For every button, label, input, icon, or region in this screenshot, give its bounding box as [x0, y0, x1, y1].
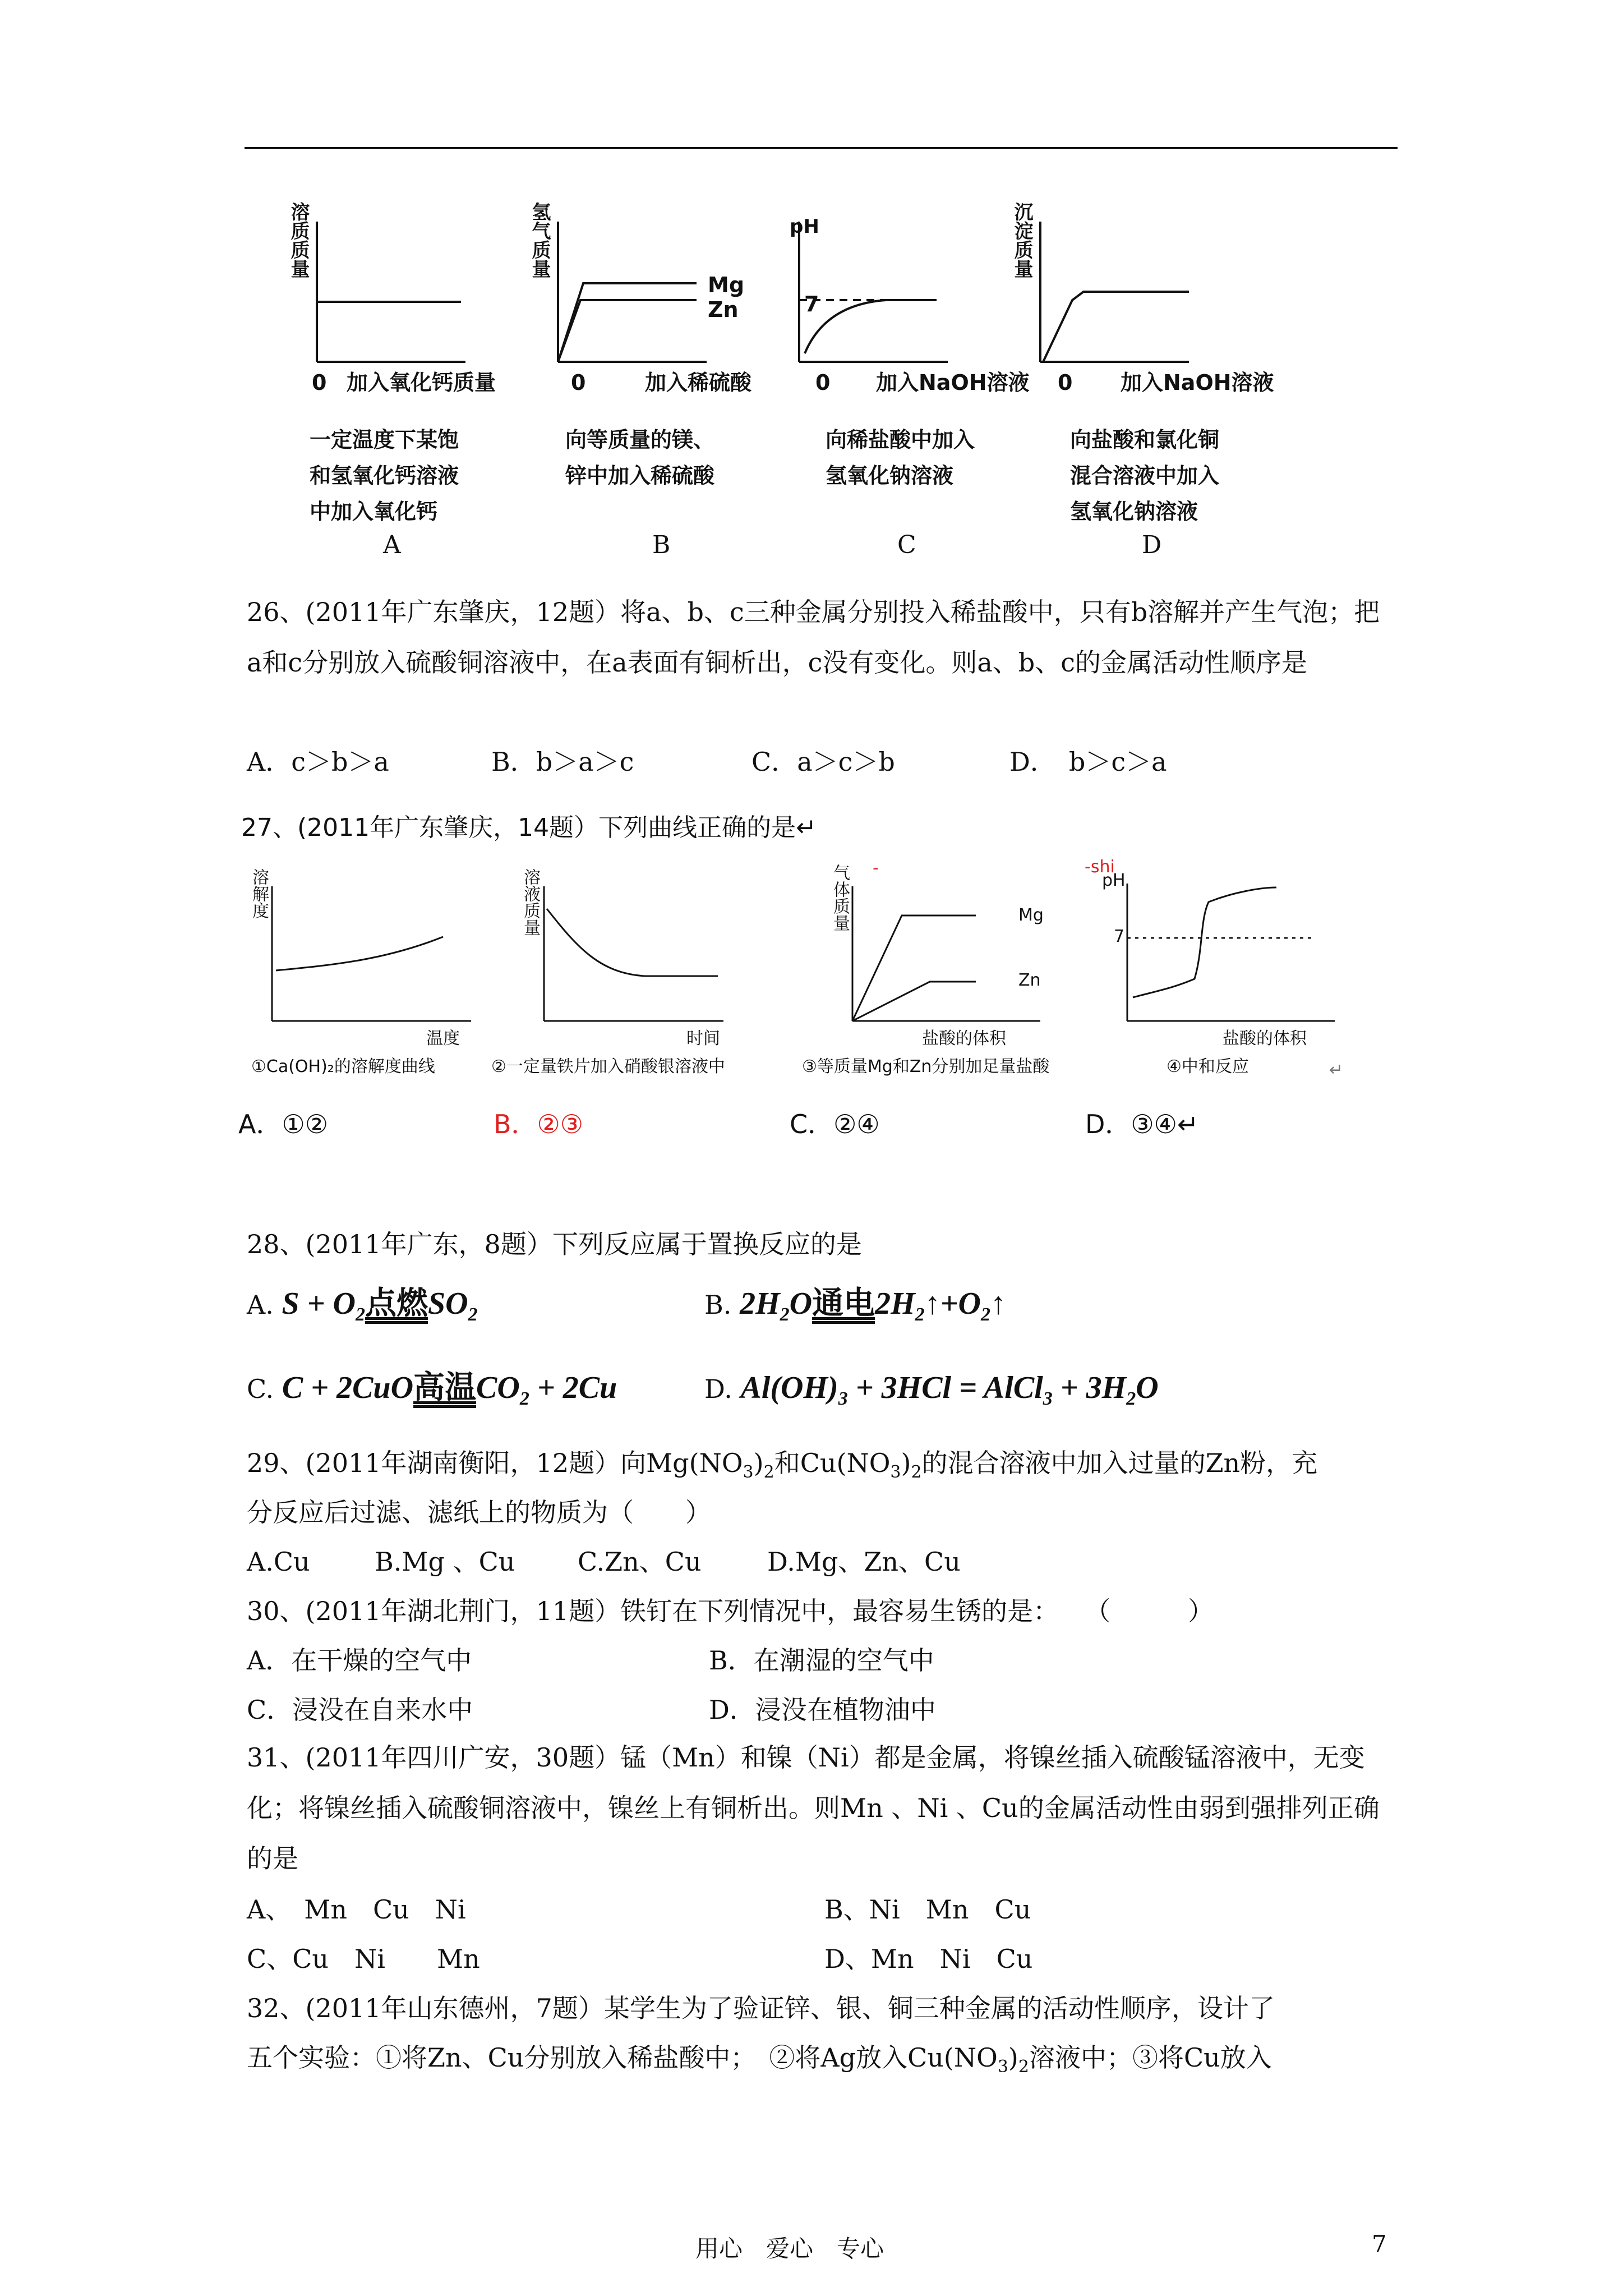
q27-3-caption: ③等质量Mg和Zn分别加足量盐酸 [802, 1057, 1050, 1076]
q27-1-xlabel: 温度 [426, 1029, 460, 1048]
page-number: 7 [1372, 2230, 1387, 2258]
q25-a-caption: 一定温度下某饱 和氢氧化钙溶液 中加入氧化钙 [310, 427, 459, 524]
q25-d-xlabel: 加入NaOH溶液 [1121, 370, 1274, 395]
q27-3-ylabel: 气体质量 [830, 864, 850, 931]
q25-b-mg-label: Mg [708, 273, 745, 297]
q25-a-ylabel: 溶质质量 [287, 202, 310, 278]
q29-stem-line2: 分反应后过滤、滤纸上的物质为（ ） [247, 1497, 711, 1527]
q27-graph-4 [1127, 884, 1335, 1021]
q29-option-d: D.Mg、Zn、Cu [767, 1547, 961, 1577]
q31-option-b: B、Ni Mn Cu [824, 1894, 1031, 1925]
q25-b-xlabel: 加入稀硫酸 [645, 370, 752, 395]
q27-1-caption: ①Ca(OH)₂的溶解度曲线 [251, 1057, 435, 1076]
q28-option-b: B. $2H_2O$通电$2H_2↑+O_2↑$ [704, 1286, 1006, 1326]
q27-4-ref-label: 7 [1114, 927, 1125, 946]
q27-2-xlabel: 时间 [686, 1029, 720, 1048]
q29-option-b: B.Mg 、Cu [375, 1547, 515, 1577]
q25-c-xlabel: 加入NaOH溶液 [876, 370, 1030, 395]
q27-option-b: B．②③ [494, 1109, 584, 1139]
q29-stem-line1: 29、(2011年湖南衡阳，12题）向$Mg(NO_3)_2$和$Cu(NO_3)_2$的混合溶液中加入过量的Zn粉，充 [247, 1448, 1318, 1483]
q27-stem: 27、(2011年广东肇庆，14题）下列曲线正确的是↵ [241, 813, 817, 842]
q25-c-ref-label: 7 [804, 292, 819, 316]
q25-c-caption: 向稀盐酸中加入 氢氧化钠溶液 [826, 427, 975, 488]
q30-stem: 30、(2011年湖北荆门，11题）铁钉在下列情况中，最容易生锈的是： （ ） [247, 1596, 1214, 1626]
q27-3-mg-label: Mg [1018, 905, 1044, 925]
q27-red-mark-1: - [873, 858, 879, 878]
q26-option-c: C．a＞c＞b [751, 747, 895, 777]
q25-c-ylabel: pH [790, 215, 819, 238]
q27-graph-2 [544, 886, 723, 1021]
q25-graph-a [317, 222, 465, 362]
q26-stem: 26、(2011年广东肇庆，12题）将a、b、c三种金属分别投入稀盐酸中，只有b溶解并产生气泡；把a和c分别放入硫酸铜溶液中，在a表面有铜析出，c没有变化。则a、b、c的金属活动性顺序是 [247, 597, 1380, 678]
q25-b-origin: 0 [571, 370, 586, 395]
q25-b-ylabel: 氢气质量 [528, 202, 551, 278]
q27-2-ylabel: 溶液质量 [520, 868, 540, 936]
q28-option-a: A. $S + O_2$点燃$SO_2$ [247, 1286, 478, 1326]
q27-4-caption: ④中和反应 [1166, 1057, 1249, 1076]
q25-d-ylabel: 沉淀质量 [1011, 202, 1033, 278]
q26-option-a: A．c＞b＞a [247, 747, 389, 777]
q26-option-b: B．b＞a＞c [491, 747, 634, 777]
q25-c-origin: 0 [815, 370, 831, 395]
q25-a-xlabel: 加入氧化钙质量 [347, 370, 496, 395]
q31-option-a: A、 Mn Cu Ni [247, 1894, 466, 1925]
q27-1-ylabel: 溶解度 [249, 868, 269, 919]
q25-b-caption: 向等质量的镁、 锌中加入稀硫酸 [565, 427, 715, 488]
q28-stem: 28、(2011年广东，8题）下列反应属于置换反应的是 [247, 1229, 862, 1259]
q27-3-xlabel: 盐酸的体积 [922, 1029, 1006, 1048]
q30-option-b: B．在潮湿的空气中 [709, 1645, 934, 1676]
q27-option-d: D．③④↵ [1085, 1109, 1199, 1139]
header-rule [245, 147, 1398, 149]
q29-option-a: A.Cu [247, 1547, 310, 1577]
q25-graph-c [799, 222, 948, 362]
q25-graph-b [558, 222, 707, 362]
q27-option-c: C．②④ [790, 1109, 880, 1139]
q30-option-a: A．在干燥的空气中 [247, 1645, 472, 1676]
q27-option-a: A．①② [238, 1109, 328, 1139]
q25-a-origin: 0 [312, 370, 327, 395]
q25-graph-d [1040, 222, 1189, 362]
q25-d-letter: D [1142, 531, 1162, 559]
q31-stem: 31、(2011年四川广安，30题）锰（Mn）和镍（Ni）都是金属，将镍丝插入硫酸锰溶液中，无变化；将镍丝插入硫酸铜溶液中，镍丝上有铜析出。则Mn 、Ni 、Cu的金属活动性由弱到强排列正确的是 [247, 1742, 1380, 1874]
q27-4-ylabel: pH [1102, 871, 1126, 890]
q27-4-xlabel: 盐酸的体积 [1223, 1029, 1307, 1048]
q25-b-zn-label: Zn [708, 297, 739, 322]
q27-graph-1 [272, 886, 471, 1021]
q27-graph-3 [852, 886, 1040, 1021]
q25-d-origin: 0 [1058, 370, 1073, 395]
q25-c-letter: C [897, 531, 916, 559]
q27-2-caption: ②一定量铁片加入硝酸银溶液中 [491, 1057, 725, 1076]
q25-d-caption: 向盐酸和氯化铜 混合溶液中加入 氢氧化钠溶液 [1070, 427, 1220, 524]
q26-option-d: D． b＞c＞a [1009, 747, 1167, 777]
q27-red-mark-2: -shi [1085, 857, 1115, 877]
footer-motto: 用心 爱心 专心 [695, 2235, 884, 2262]
q31-option-c: C、Cu Ni Mn [247, 1944, 480, 1974]
q27-3-zn-label: Zn [1018, 970, 1041, 990]
q30-option-c: C．浸没在自来水中 [247, 1695, 473, 1725]
q32-stem-line2: 五个实验：①将Zn、Cu分别放入稀盐酸中； ②将Ag放入$Cu(NO_3)_2$溶液中；③将Cu放入 [247, 2042, 1272, 2077]
q29-option-c: C.Zn、Cu [578, 1547, 702, 1577]
q30-option-d: D．浸没在植物油中 [709, 1695, 936, 1725]
q27-return-mark: ↵ [1329, 1060, 1344, 1080]
q31-option-d: D、Mn Ni Cu [824, 1944, 1033, 1974]
q25-b-letter: B [652, 531, 671, 559]
q25-a-letter: A [383, 531, 401, 559]
q32-stem-line1: 32、(2011年山东德州，7题）某学生为了验证锌、银、铜三种金属的活动性顺序，设计了 [247, 1993, 1275, 2023]
q28-option-d: D. $Al(OH)_3 + 3HCl$ = AlCl$_3$ + $3H_2O$ [704, 1370, 1159, 1410]
q28-option-c: C. C + 2CuO高温$CO_2 + 2Cu$ [247, 1370, 617, 1410]
